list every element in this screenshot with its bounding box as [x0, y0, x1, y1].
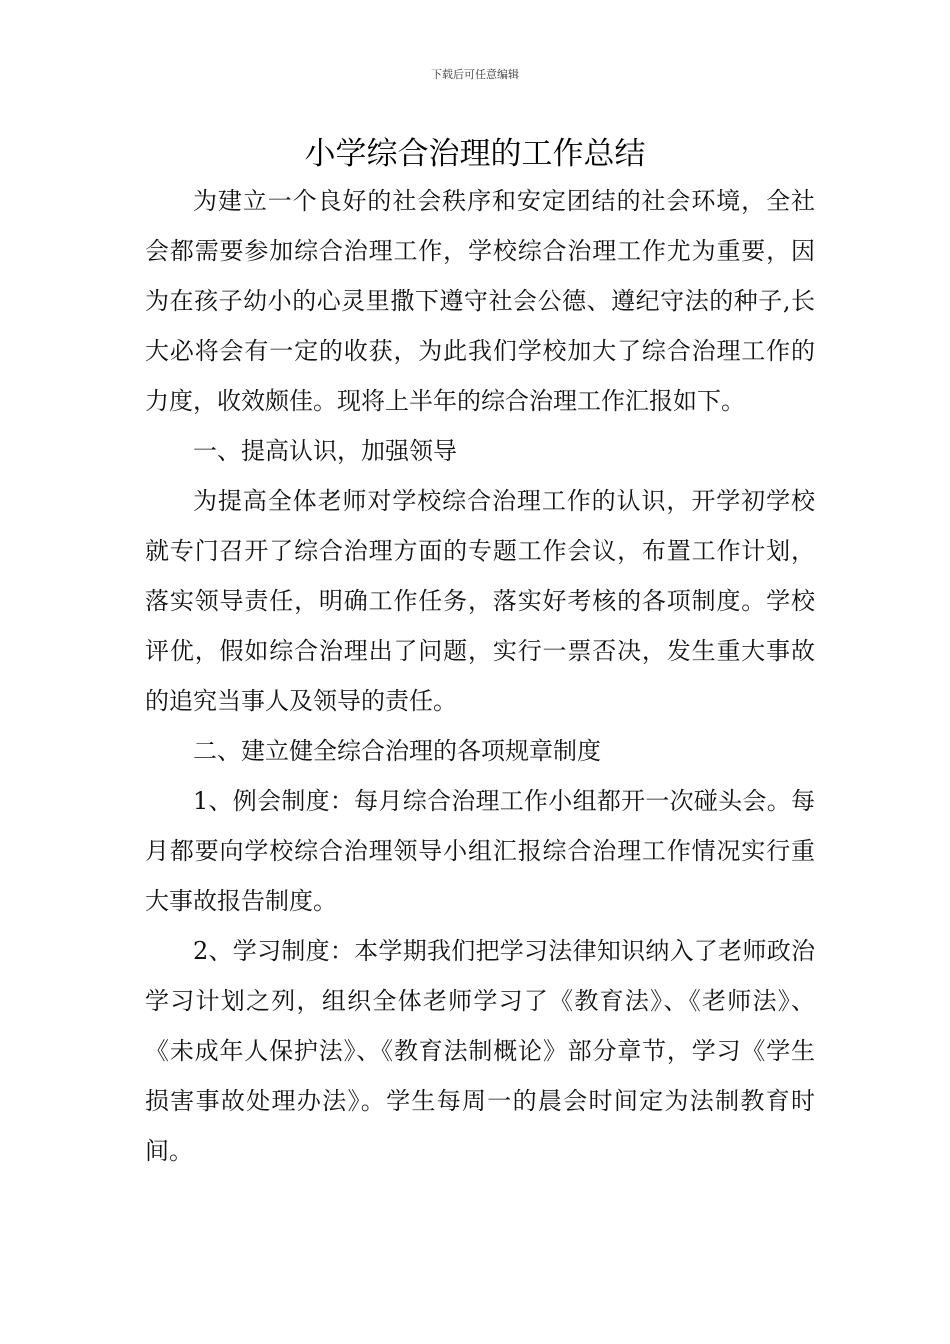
document-body — [145, 176, 815, 1176]
document-title: 小学综合治理的工作总结 — [304, 136, 646, 172]
meeting-system-paragraph: 1、例会制度：每月综合治理工作小组都开一次碰头会。每月都要向学校综合治理领导小组汇报综合治理工作情况实行重大事故报告制度。 — [145, 787, 815, 915]
study-system-paragraph: 2、学习制度：本学期我们把学习法律知识纳入了老师政治学习计划之列，组织全体老师学习了《教育法》、《老师法》、《未成年人保护法》、《教育法制概论》部分章节，学习《学生损害事故处理办法》。学生每周一的晨会时间定为法制教育时间。 — [145, 937, 815, 1165]
section-1-paragraph: 为提高全体老师对学校综合治理工作的认识，开学初学校就专门召开了综合治理方面的专题工作会议，布置工作计划，落实领导责任，明确工作任务，落实好考核的各项制度。学校评优，假如综合治理出了问题，实行一票否决，发生重大事故的追究当事人及领导的责任。 — [145, 487, 815, 715]
section-heading-1: 一、提高认识，加强领导 — [193, 437, 457, 465]
intro-paragraph: 为建立一个良好的社会秩序和安定团结的社会环境，全社会都需要参加综合治理工作，学校综合治理工作尤为重要，因为在孩子幼小的心灵里撒下遵守社会公德、遵纪守法的种子,长大必将会有一定的收获，为此我们学校加大了综合治理工作的力度，收效颇佳。现将上半年的综合治理工作汇报如下。 — [145, 187, 815, 415]
page-header-note: 下载后可任意编辑 — [431, 68, 519, 81]
section-heading-2: 二、建立健全综合治理的各项规章制度 — [193, 737, 601, 765]
